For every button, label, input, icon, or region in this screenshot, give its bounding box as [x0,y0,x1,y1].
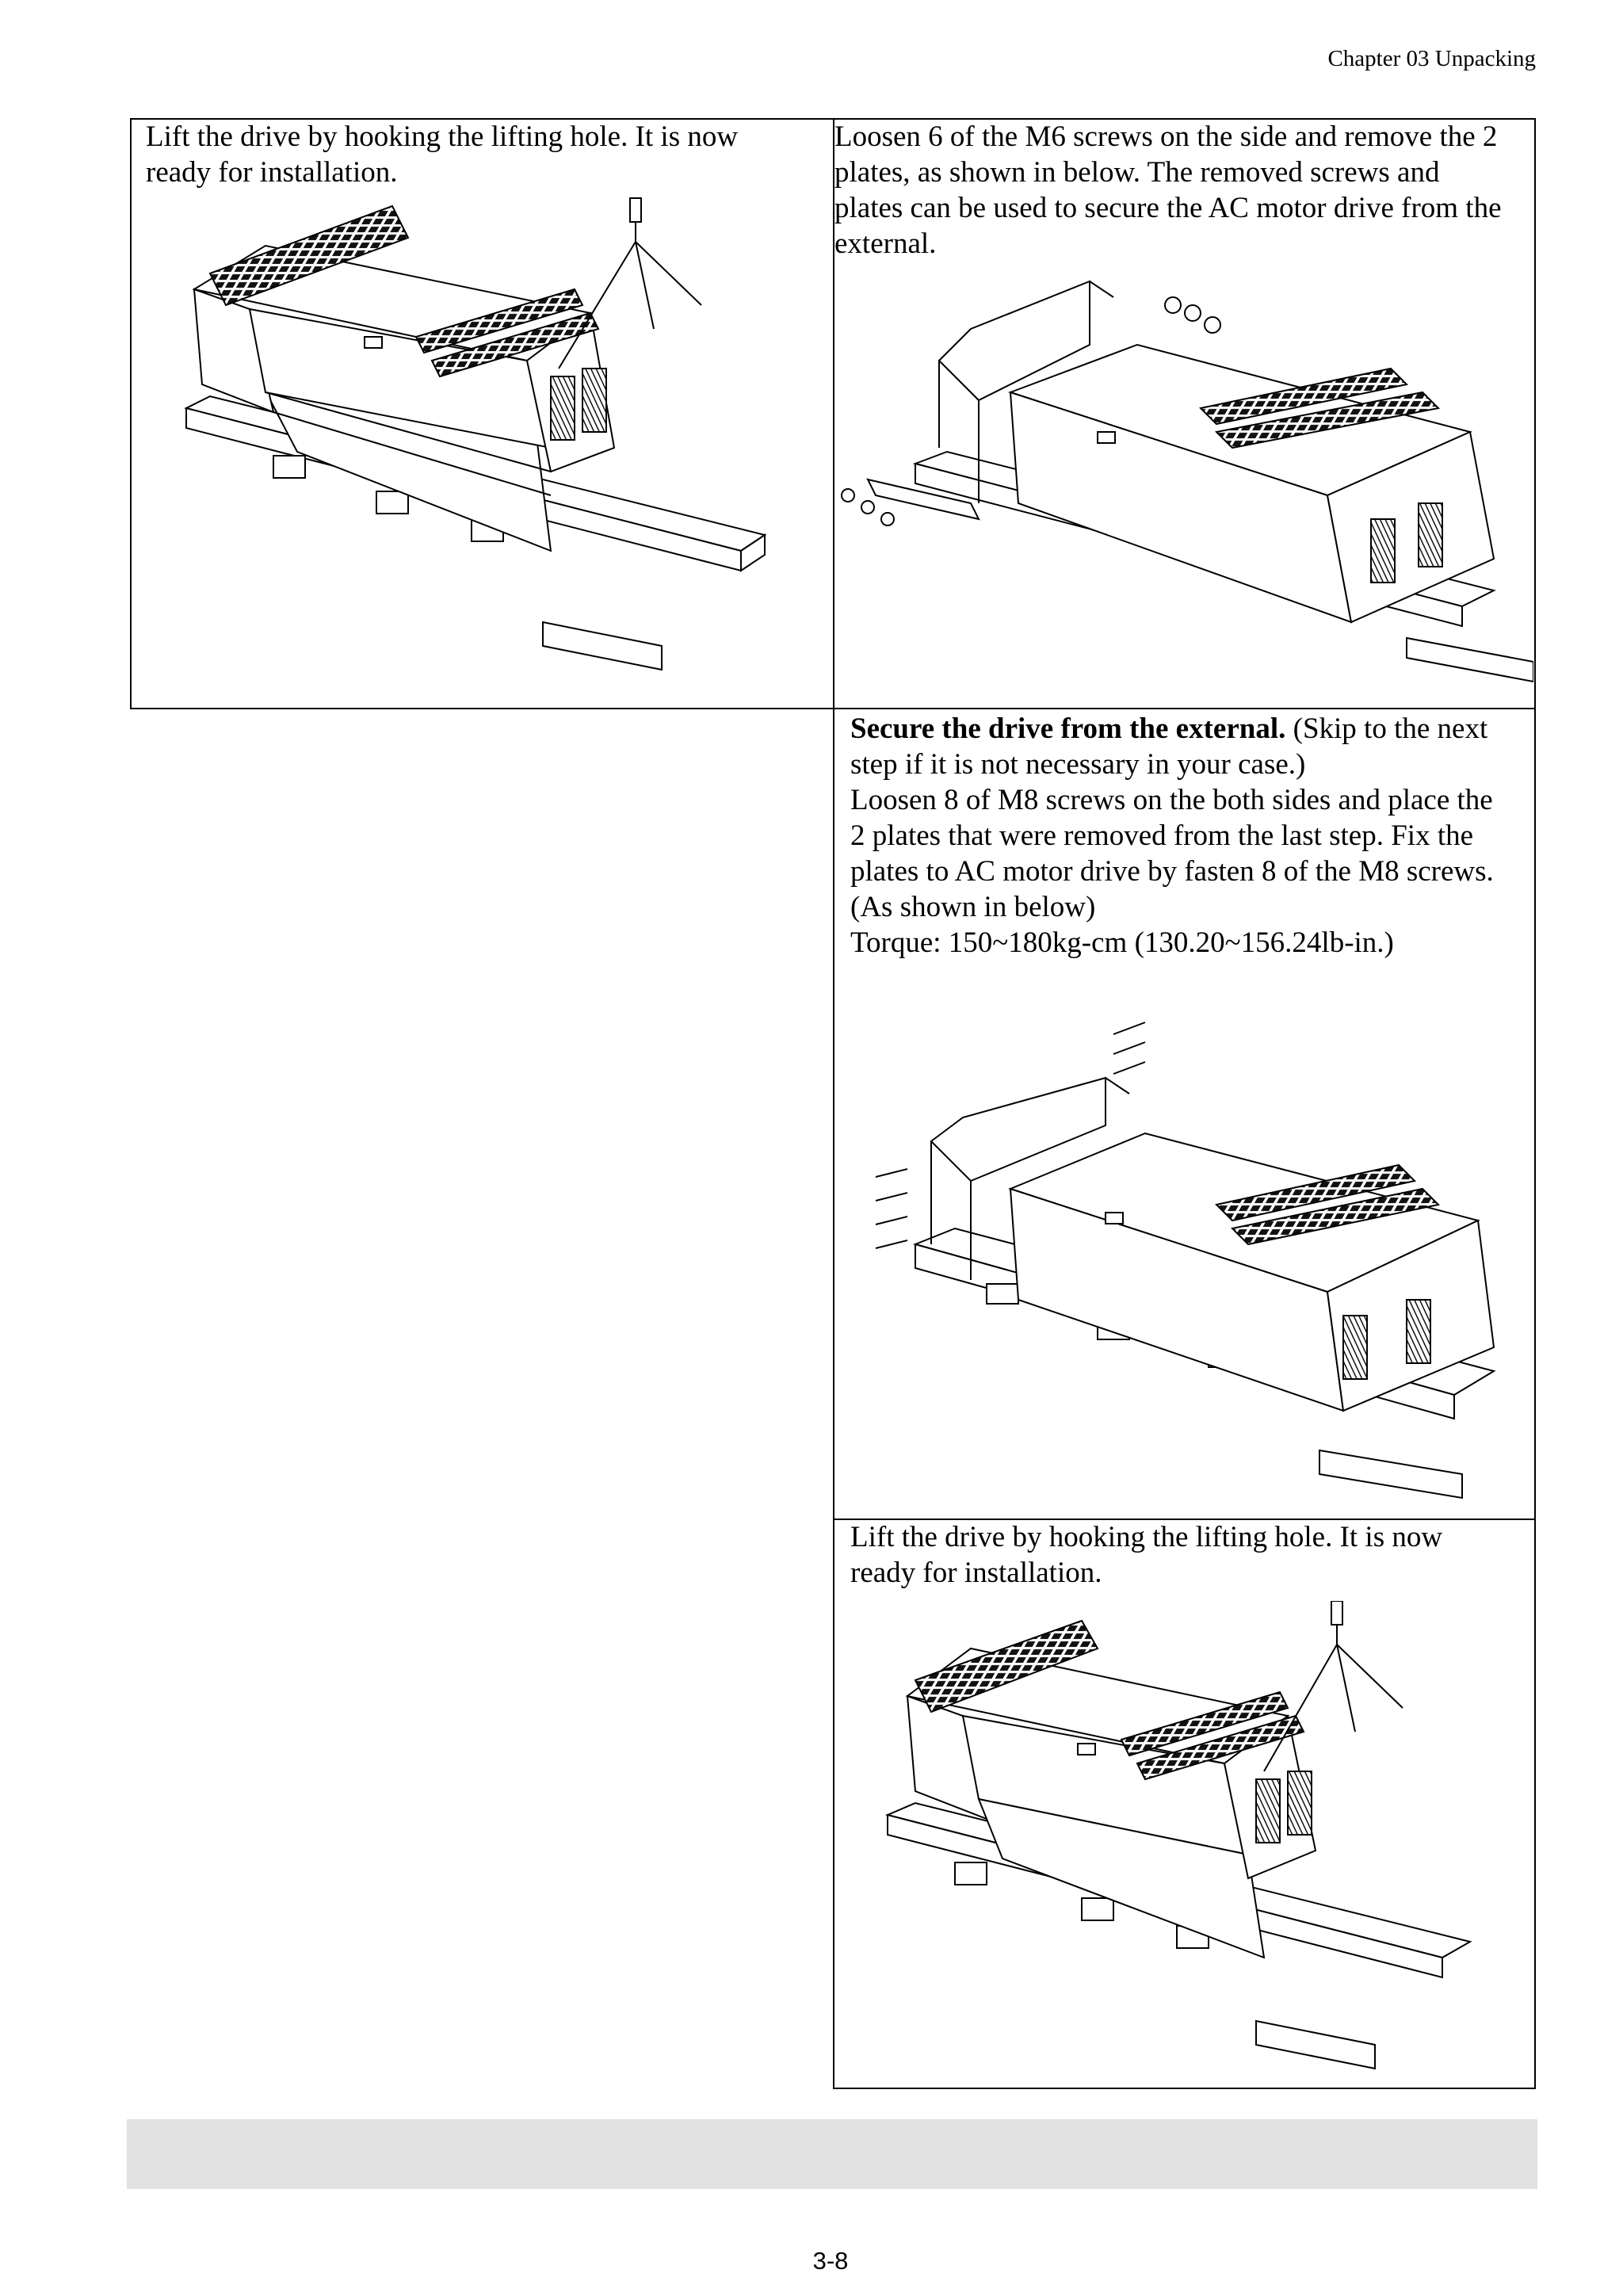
step-4-text [850,1519,1442,1591]
step-3-line: step if it is not necessary in your case.) [850,748,1306,781]
chapter-header: Chapter 03 Unpacking [1327,46,1536,71]
step-2-line: plates can be used to secure the AC motor drive from the [834,192,1502,224]
lifting-drive-illustration [178,194,781,686]
step-2-text [834,119,1502,262]
footer-band [127,2119,1537,2189]
step-2-line: plates, as shown in below. The removed screws and [834,156,1440,189]
step-3-title-suffix: (Skip to the next [1285,712,1488,745]
step-1-line: Lift the drive by hooking the lifting hole. It is now [146,120,739,153]
page-number: 3-8 [812,2247,849,2275]
step-1-text [146,119,738,190]
step-3-line: Torque: 150~180kg-cm (130.20~156.24lb-in.) [850,926,1394,959]
step-3-title-line [850,711,1494,747]
step-3-text [850,711,1494,961]
step-3-line: Loosen 8 of M8 screws on the both sides and place the [850,784,1493,816]
remove-plates-illustration [836,266,1533,697]
step-3-line: (As shown in below) [850,891,1096,923]
step-3-line: plates to AC motor drive by fasten 8 of the M8 screws. [850,855,1494,888]
step-3-title: Secure the drive from the external. [850,712,1286,745]
lifting-drive-illustration-2 [884,1601,1486,2084]
step-3-line: 2 plates that were removed from the last step. Fix the [850,819,1474,852]
step-4-line: Lift the drive by hooking the lifting hole. It is now [850,1521,1443,1553]
step-4-line: ready for installation. [850,1557,1102,1589]
step-1-line: ready for installation. [146,156,398,189]
step-2-line: external. [834,227,937,260]
secure-plates-illustration [868,1007,1502,1506]
step-2-line: Loosen 6 of the M6 screws on the side and remove the 2 [834,120,1498,153]
